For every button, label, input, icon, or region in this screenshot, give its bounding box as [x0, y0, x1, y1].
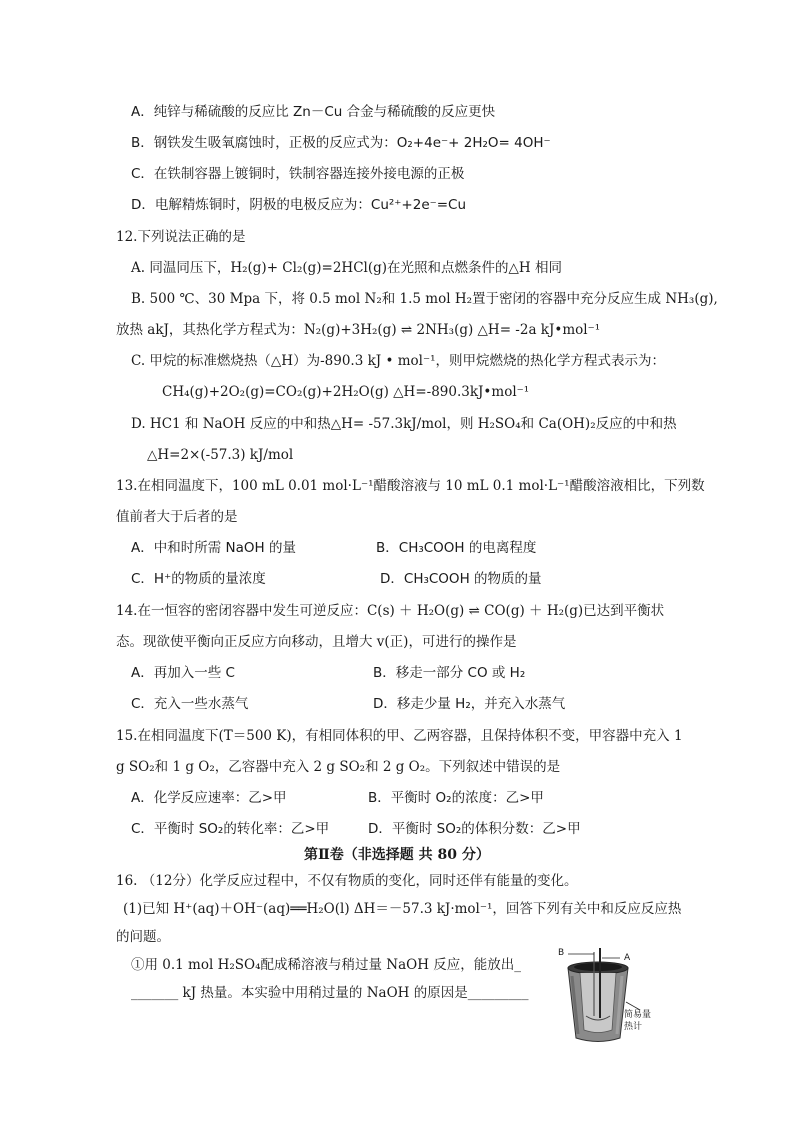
q13-option-d: D．CH₃COOH 的物质的量 [380, 571, 542, 587]
figure-label-a: A [624, 953, 631, 963]
q11-option-a: A．纯锌与稀硫酸的反应比 Zn－Cu 合金与稀硫酸的反应更快 [131, 104, 496, 120]
q11-option-c: C．在铁制容器上镀铜时，铁制容器连接外接电源的正极 [131, 166, 465, 182]
q12-option-d-line1: D. HC1 和 NaOH 反应的中和热△H= -57.3kJ/mol，则 H₂SO₄和 Ca(OH)₂反应的中和热 [131, 416, 677, 432]
q16-stem: 16. （12分）化学反应过程中，不仅有物质的变化，同时还伴有能量的变化。 [116, 873, 578, 889]
calorimeter-figure [556, 946, 668, 1046]
q14-option-b: B．移走一部分 CO 或 H₂ [373, 665, 526, 681]
q13-option-b: B．CH₃COOH 的电离程度 [376, 540, 537, 556]
q14-option-d: D．移走少量 H₂，并充入水蒸气 [373, 696, 566, 712]
q16-subq1-line1: ①用 0.1 mol H₂SO₄配成稀溶液与稍过量 NaOH 反应，能放出_ [131, 957, 522, 973]
q16-part1-line2: 的问题。 [116, 929, 170, 945]
q12-option-b-line2: 放热 akJ，其热化学方程式为：N₂(g)+3H₂(g) ⇌ 2NH₃(g) △H= -2a kJ•mol⁻¹ [116, 322, 601, 338]
figure-label-name-2: 热计 [624, 1022, 643, 1032]
q15-stem-line1: 15.在相同温度下(T＝500 K)，有相同体积的甲、乙两容器，且保持体积不变，甲容器中充入 1 [116, 728, 683, 744]
q15-option-c: C．平衡时 SO₂的转化率：乙>甲 [131, 821, 330, 837]
q12-option-c-line2: CH₄(g)+2O₂(g)=CO₂(g)+2H₂O(g) △H=-890.3kJ•mol⁻¹ [162, 384, 530, 400]
q11-option-d: D．电解精炼铜时，阴极的电极反应为：Cu²⁺+2e⁻=Cu [131, 197, 467, 213]
figure-label-name-1: 简易量 [624, 1010, 652, 1020]
q13-stem-line2: 值前者大于后者的是 [116, 509, 238, 525]
calorimeter-drawing [556, 946, 668, 1046]
q12-stem: 12.下列说法正确的是 [116, 229, 246, 245]
q12-option-d-line2: △H=2×(-57.3) kJ/mol [147, 447, 294, 463]
q13-option-a: A．中和时所需 NaOH 的量 [131, 540, 296, 556]
q14-option-c: C．充入一些水蒸气 [131, 696, 249, 712]
q16-part1-line1: (1)已知 H⁺(aq)＋OH⁻(aq)══H₂O(l) ΔH＝－57.3 kJ·mol⁻¹，回答下列有关中和反应反应热 [123, 901, 682, 917]
q15-option-b: B．平衡时 O₂的浓度：乙>甲 [368, 790, 544, 806]
q13-option-c: C．H⁺的物质的量浓度 [131, 571, 266, 587]
q15-option-a: A．化学反应速率：乙>甲 [131, 790, 287, 806]
q12-option-b-line1: B. 500 ℃、30 Mpa 下，将 0.5 mol N₂和 1.5 mol H₂置于密闭的容器中充分反应生成 NH₃(g), [131, 291, 718, 307]
q15-stem-line2: g SO₂和 1 g O₂，乙容器中充入 2 g SO₂和 2 g O₂。下列叙述中错误的是 [116, 759, 561, 775]
q11-option-b: B．钢铁发生吸氧腐蚀时，正极的反应式为：O₂+4e⁻+ 2H₂O= 4OH⁻ [131, 135, 551, 151]
q14-option-a: A．再加入一些 C [131, 665, 235, 681]
q13-stem-line1: 13.在相同温度下，100 mL 0.01 mol·L⁻¹醋酸溶液与 10 mL 0.1 mol·L⁻¹醋酸溶液相比，下列数 [116, 478, 705, 494]
q15-option-d: D．平衡时 SO₂的体积分数：乙>甲 [368, 821, 581, 837]
q12-option-c-line1: C. 甲烷的标准燃烧热（△H）为-890.3 kJ • mol⁻¹，则甲烷燃烧的热化学方程式表示为： [131, 353, 666, 369]
figure-label-b: B [558, 948, 565, 958]
q14-stem-line2: 态。现欲使平衡向正反应方向移动，且增大 v(正)，可进行的操作是 [116, 634, 517, 650]
q14-stem-line1: 14.在一恒容的密闭容器中发生可逆反应：C(s) ＋ H₂O(g) ⇌ CO(g) ＋ H₂(g)已达到平衡状 [116, 603, 665, 619]
q16-subq1-line2: _______ kJ 热量。本实验中用稍过量的 NaOH 的原因是_________ [131, 985, 529, 1001]
section-two-heading: 第Ⅱ卷（非选择题 共 80 分） [304, 847, 490, 863]
q12-option-a: A. 同温同压下，H₂(g)+ Cl₂(g)=2HCl(g)在光照和点燃条件的△H 相同 [131, 260, 562, 276]
